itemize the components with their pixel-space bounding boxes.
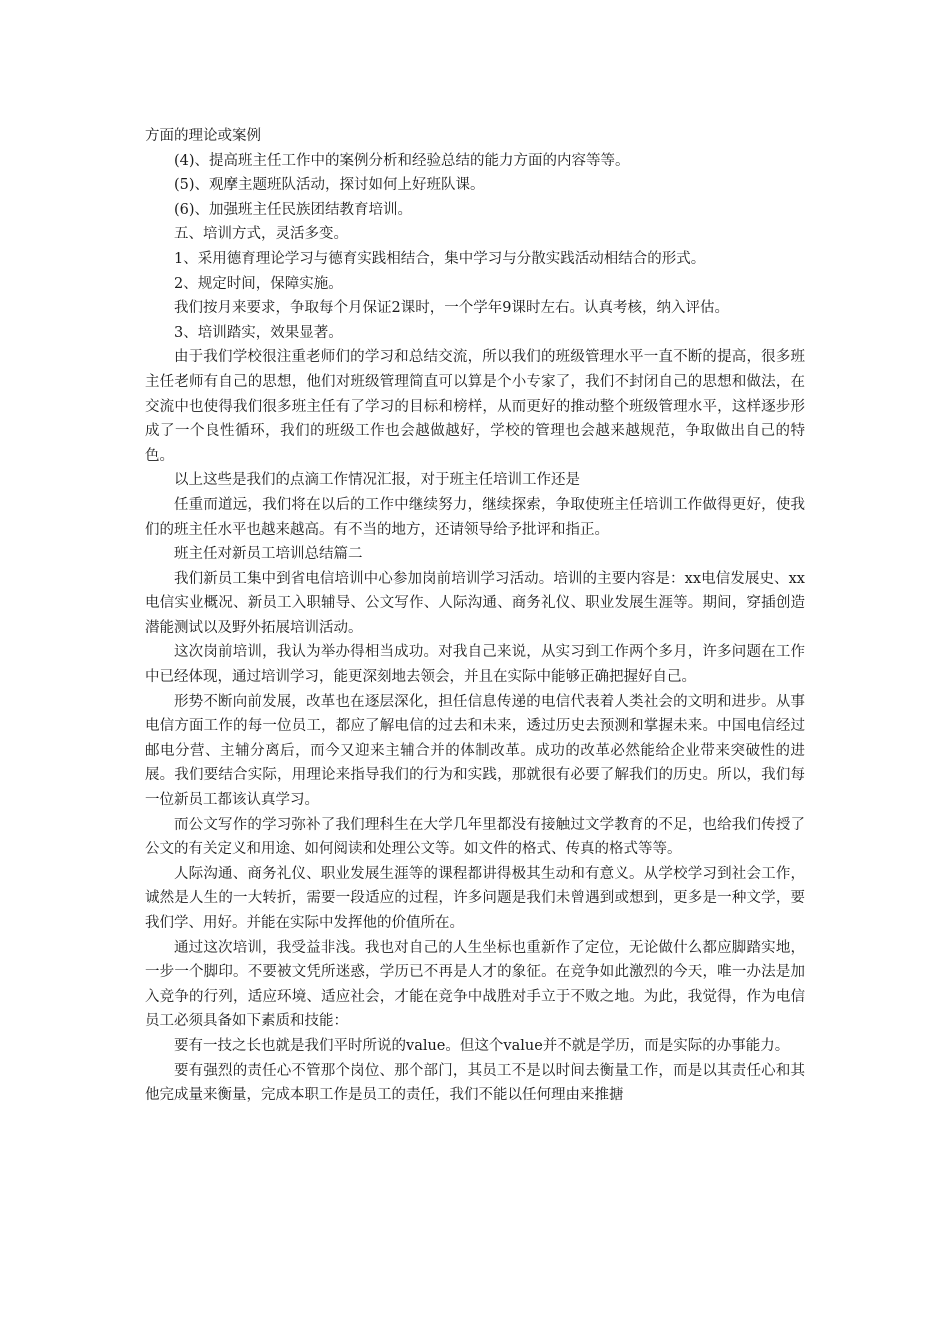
paragraph-method-3: 3、培训踏实，效果显著。 [174, 324, 343, 341]
section-heading-training-methods: 五、培训方式，灵活多变。 [174, 226, 348, 243]
paragraph-summary-outlook: 任重而道远，我们将在以后的工作中继续努力，继续探索，争取使班主任培训工作做得更好，使我们的班主任水平也越来越高。有不当的地方，还请领导给予批评和指正。 [145, 496, 805, 538]
paragraph-item-5: (5)、观摩主题班队活动，探讨如何上好班队课。 [174, 177, 485, 194]
paragraph-summary-intro: 以上这些是我们的点滴工作情况汇报，对于班主任培训工作还是 [174, 472, 580, 489]
paragraph-method-2: 2、规定时间，保障实施。 [174, 275, 343, 292]
paragraph-training-success: 这次岗前培训，我认为举办得相当成功。对我自己来说，从实习到工作两个多月，许多问题在工作中已经体现，通过培训学习，能更深刻地去领会，并且在实际中能够正确把握好自己。 [145, 644, 805, 686]
paragraph-training-content: 我们新员工集中到省电信培训中心参加岗前培训学习活动。培训的主要内容是：xx电信发展史、xx电信实业概况、新员工入职辅导、公文写作、人际沟通、商务礼仪、职业发展生涯等。期间，穿插创造潜能测试以及野外拓展培训活动。 [145, 570, 805, 636]
paragraph-schedule: 我们按月来要求，争取每个月保证2课时，一个学年9课时左右。认真考核，纳入评估。 [174, 300, 729, 317]
paragraph-telecom-history: 形势不断向前发展，改革也在逐层深化，担任信息传递的电信代表着人类社会的文明和进步。从事电信方面工作的每一位员工，都应了解电信的过去和未来，透过历史去预测和掌握未来。中国电信经过邮电分营、主辅分离后，而今又迎来主辅合并的体制改革。成功的改革必然能给企业带来突破性的进展。我们要结合实际，用理论来指导我们的行为和实践，那就很有必要了解我们的历史。所以，我们每一位新员工都该认真学习。 [145, 693, 805, 809]
paragraph-communication-courses: 人际沟通、商务礼仪、职业发展生涯等的课程都讲得极其生动和有意义。从学校学习到社会工作，诚然是人生的一大转折，需要一段适应的过程，许多问题是我们未曾遇到或想到，更多是一种文学，要我们学、用好。并能在实际中发挥他的价值所在。 [145, 865, 805, 931]
section-title-part-two: 班主任对新员工培训总结篇二 [174, 546, 363, 563]
paragraph-management-level: 由于我们学校很注重老师们的学习和总结交流，所以我们的班级管理水平一直不断的提高，很多班主任老师有自己的思想，他们对班级管理简直可以算是个小专家了，我们不封闭自己的思想和做法，在交流中也使得我们很多班主任有了学习的目标和榜样，从而更好的推动整个班级管理水平，这样逐步形成了一个良性循环，我们的班级工作也会越做越好，学校的管理也会越来越规范，争取做出自己的特色。 [145, 349, 805, 464]
paragraph-responsibility: 要有强烈的责任心不管那个岗位、那个部门，其员工不是以时间去衡量工作，而是以其责任心和其他完成量来衡量，完成本职工作是员工的责任，我们不能以任何理由来推搪 [145, 1062, 805, 1104]
paragraph-skill-value: 要有一技之长也就是我们平时所说的value。但这个value并不就是学历，而是实际的办事能力。 [174, 1037, 790, 1054]
document-page [145, 124, 805, 1108]
paragraph-item-4: (4)、提高班主任工作中的案例分析和经验总结的能力方面的内容等等。 [174, 152, 630, 169]
paragraph-method-1: 1、采用德育理论学习与德育实践相结合，集中学习与分散实践活动相结合的形式。 [174, 250, 706, 267]
paragraph-document-writing: 而公文写作的学习弥补了我们理科生在大学几年里都没有接触过文学教育的不足，也给我们传授了公文的有关定义和用途、如何阅读和处理公文等。如文件的格式、传真的格式等等。 [145, 816, 805, 858]
paragraph-personal-gain: 通过这次培训，我受益非浅。我也对自己的人生坐标也重新作了定位，无论做什么都应脚踏实地，一步一个脚印。不要被文凭所迷惑，学历已不再是人才的象征。在竞争如此激烈的今天，唯一办法是加入竞争的行列，适应环境、适应社会，才能在竞争中战胜对手立于不败之地。为此，我觉得，作为电信员工必须具备如下素质和技能： [145, 939, 805, 1030]
paragraph-continuation: 方面的理论或案例 [145, 128, 261, 144]
paragraph-item-6: (6)、加强班主任民族团结教育培训。 [174, 201, 413, 218]
